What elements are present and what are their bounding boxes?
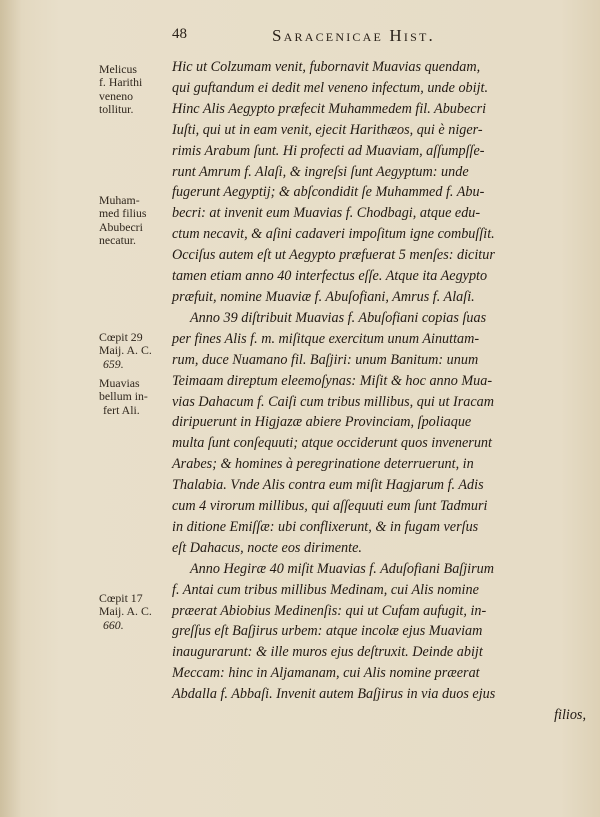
marginal-note-line: Cœpit 29 (99, 330, 143, 344)
text-line: Hic ut Colzumam venit, fubornavit Muavias quendam, (172, 59, 481, 75)
marginal-note-line: Muham- (99, 193, 140, 207)
text-line: multa ſunt conſequuti; atque occiderunt quos invenerunt (172, 435, 492, 452)
text-line: per fines Alis f. m. miſitque exercitum unum Ainuttam- (172, 330, 480, 347)
text-line: Meccam: hinc in Aljamanam, cui Alis nomine præerat (172, 665, 480, 682)
text-line: Teimaam direptum eleemoſynas: Miſit & hoc anno Mua- (172, 372, 493, 389)
marginal-note (99, 331, 177, 371)
text-line: runt Amrum f. Alaſi, & ingreſsi ſunt Aegyptum: unde (172, 163, 469, 180)
text-line: præerat Abiobius Medinenſis: qui ut Cufam aufugit, in- (172, 602, 487, 619)
text-line: cum 4 virorum millibus, qui aſſequuti eum ſunt Tadmuri (172, 498, 488, 515)
marginal-note (99, 63, 177, 116)
text-line: rimis Arabum ſunt. Hi profecti ad Muaviam, aſſumpſſe- (172, 142, 485, 159)
text-line: Iuſti, qui ut in eam venit, ejecit Harithæos, qui è niger- (172, 121, 483, 138)
text-line: diripuerunt in Higjazæ abiere Provinciam, ſpoliaque (172, 414, 472, 431)
text-line: Abdalla f. Abbaſi. Invenit autem Baſjirus in via duos ejus (172, 686, 496, 703)
marginal-note-line: Abubecri (99, 219, 143, 234)
marginal-note-line: Muavias (99, 376, 140, 390)
marginal-note (99, 194, 177, 247)
running-title: Saracenicae Hist. (272, 26, 435, 45)
marginal-note-line: med filius (99, 206, 147, 221)
page-number: 48 (172, 26, 187, 42)
text-line: Anno Hegiræ 40 miſit Muavias f. Aduſofiani Baſjirum (190, 560, 494, 577)
text-line: Hinc Alis Aegypto præfecit Muhammedem fil. Abubecri (172, 100, 487, 117)
text-line: ctum necavit, & aſini cadaveri impoſitum igne combuſſit. (172, 226, 495, 243)
marginal-note-line: Maij. A. C. (99, 343, 152, 358)
marginal-note (99, 592, 177, 632)
marginal-note-line: f. Harithi (99, 75, 143, 90)
marginal-note-line: bellum in- (99, 389, 148, 404)
marginal-note-line: tollitur. (99, 101, 134, 116)
text-line: qui guftandum ei dedit mel veneno infectum, unde obijt. (172, 79, 488, 96)
text-line: Arabes; & homines à peregrinatione deterruerunt, in (172, 456, 474, 473)
text-line: eſt Dahacus, nocte eos dirimente. (172, 539, 362, 556)
text-line: becri: at invenit eum Muavias f. Chodbagi, atque edu- (172, 205, 481, 222)
marginal-note-line: Maij. A. C. (99, 604, 152, 619)
marginal-note-line: veneno (99, 88, 134, 103)
catchword: filios, (554, 707, 586, 724)
text-line: Occiſus autem eſt ut Aegypto præfuerat 5 menſes: dicitur (172, 247, 495, 264)
text-line: vias Dahacum f. Caiſi cum tribus millibus, qui ut Iracam (172, 393, 494, 410)
text-line: præfuit, nomine Muaviæ f. Abuſofiani, Amrus f. Alaſi. (172, 288, 475, 305)
text-line: greſſus eſt Baſjirus urbem: atque incolæ ejus Muaviam (172, 623, 483, 640)
text-line: Anno 39 diſtribuit Muavias f. Abuſofiani copias ſuas (190, 309, 487, 326)
marginal-note-line: fert Ali. (103, 402, 140, 417)
text-line: fugerunt Aegyptij; & abſcondidit ſe Muhammed f. Abu- (172, 184, 485, 201)
text-line: inaugurarunt: & ille muros ejus deſtruxit. Deinde abijt (172, 644, 483, 661)
text-line: in ditione Emiſſæ: ubi conflixerunt, & in fugam verſus (172, 518, 479, 535)
main-text (172, 57, 586, 726)
marginal-note-line: 659. (103, 356, 124, 371)
marginal-note (99, 377, 177, 417)
marginal-note-line: necatur. (99, 232, 137, 247)
marginal-note-line: Melicus (99, 62, 138, 76)
text-line: rum, duce Nuamano fil. Baſjiri: unum Banitum: unum (172, 351, 479, 368)
text-line: f. Antai cum tribus millibus Medinam, cui Alis nomine (172, 581, 479, 598)
text-line: tamen etiam anno 40 interfectus eſſe. Atque ita Aegypto (172, 268, 488, 285)
marginal-note-line: Cœpit 17 (99, 591, 143, 605)
marginal-note-line: 660. (103, 617, 124, 632)
text-line: Thalabia. Vnde Alis contra eum miſit Hagjarum f. Adis (172, 477, 484, 494)
